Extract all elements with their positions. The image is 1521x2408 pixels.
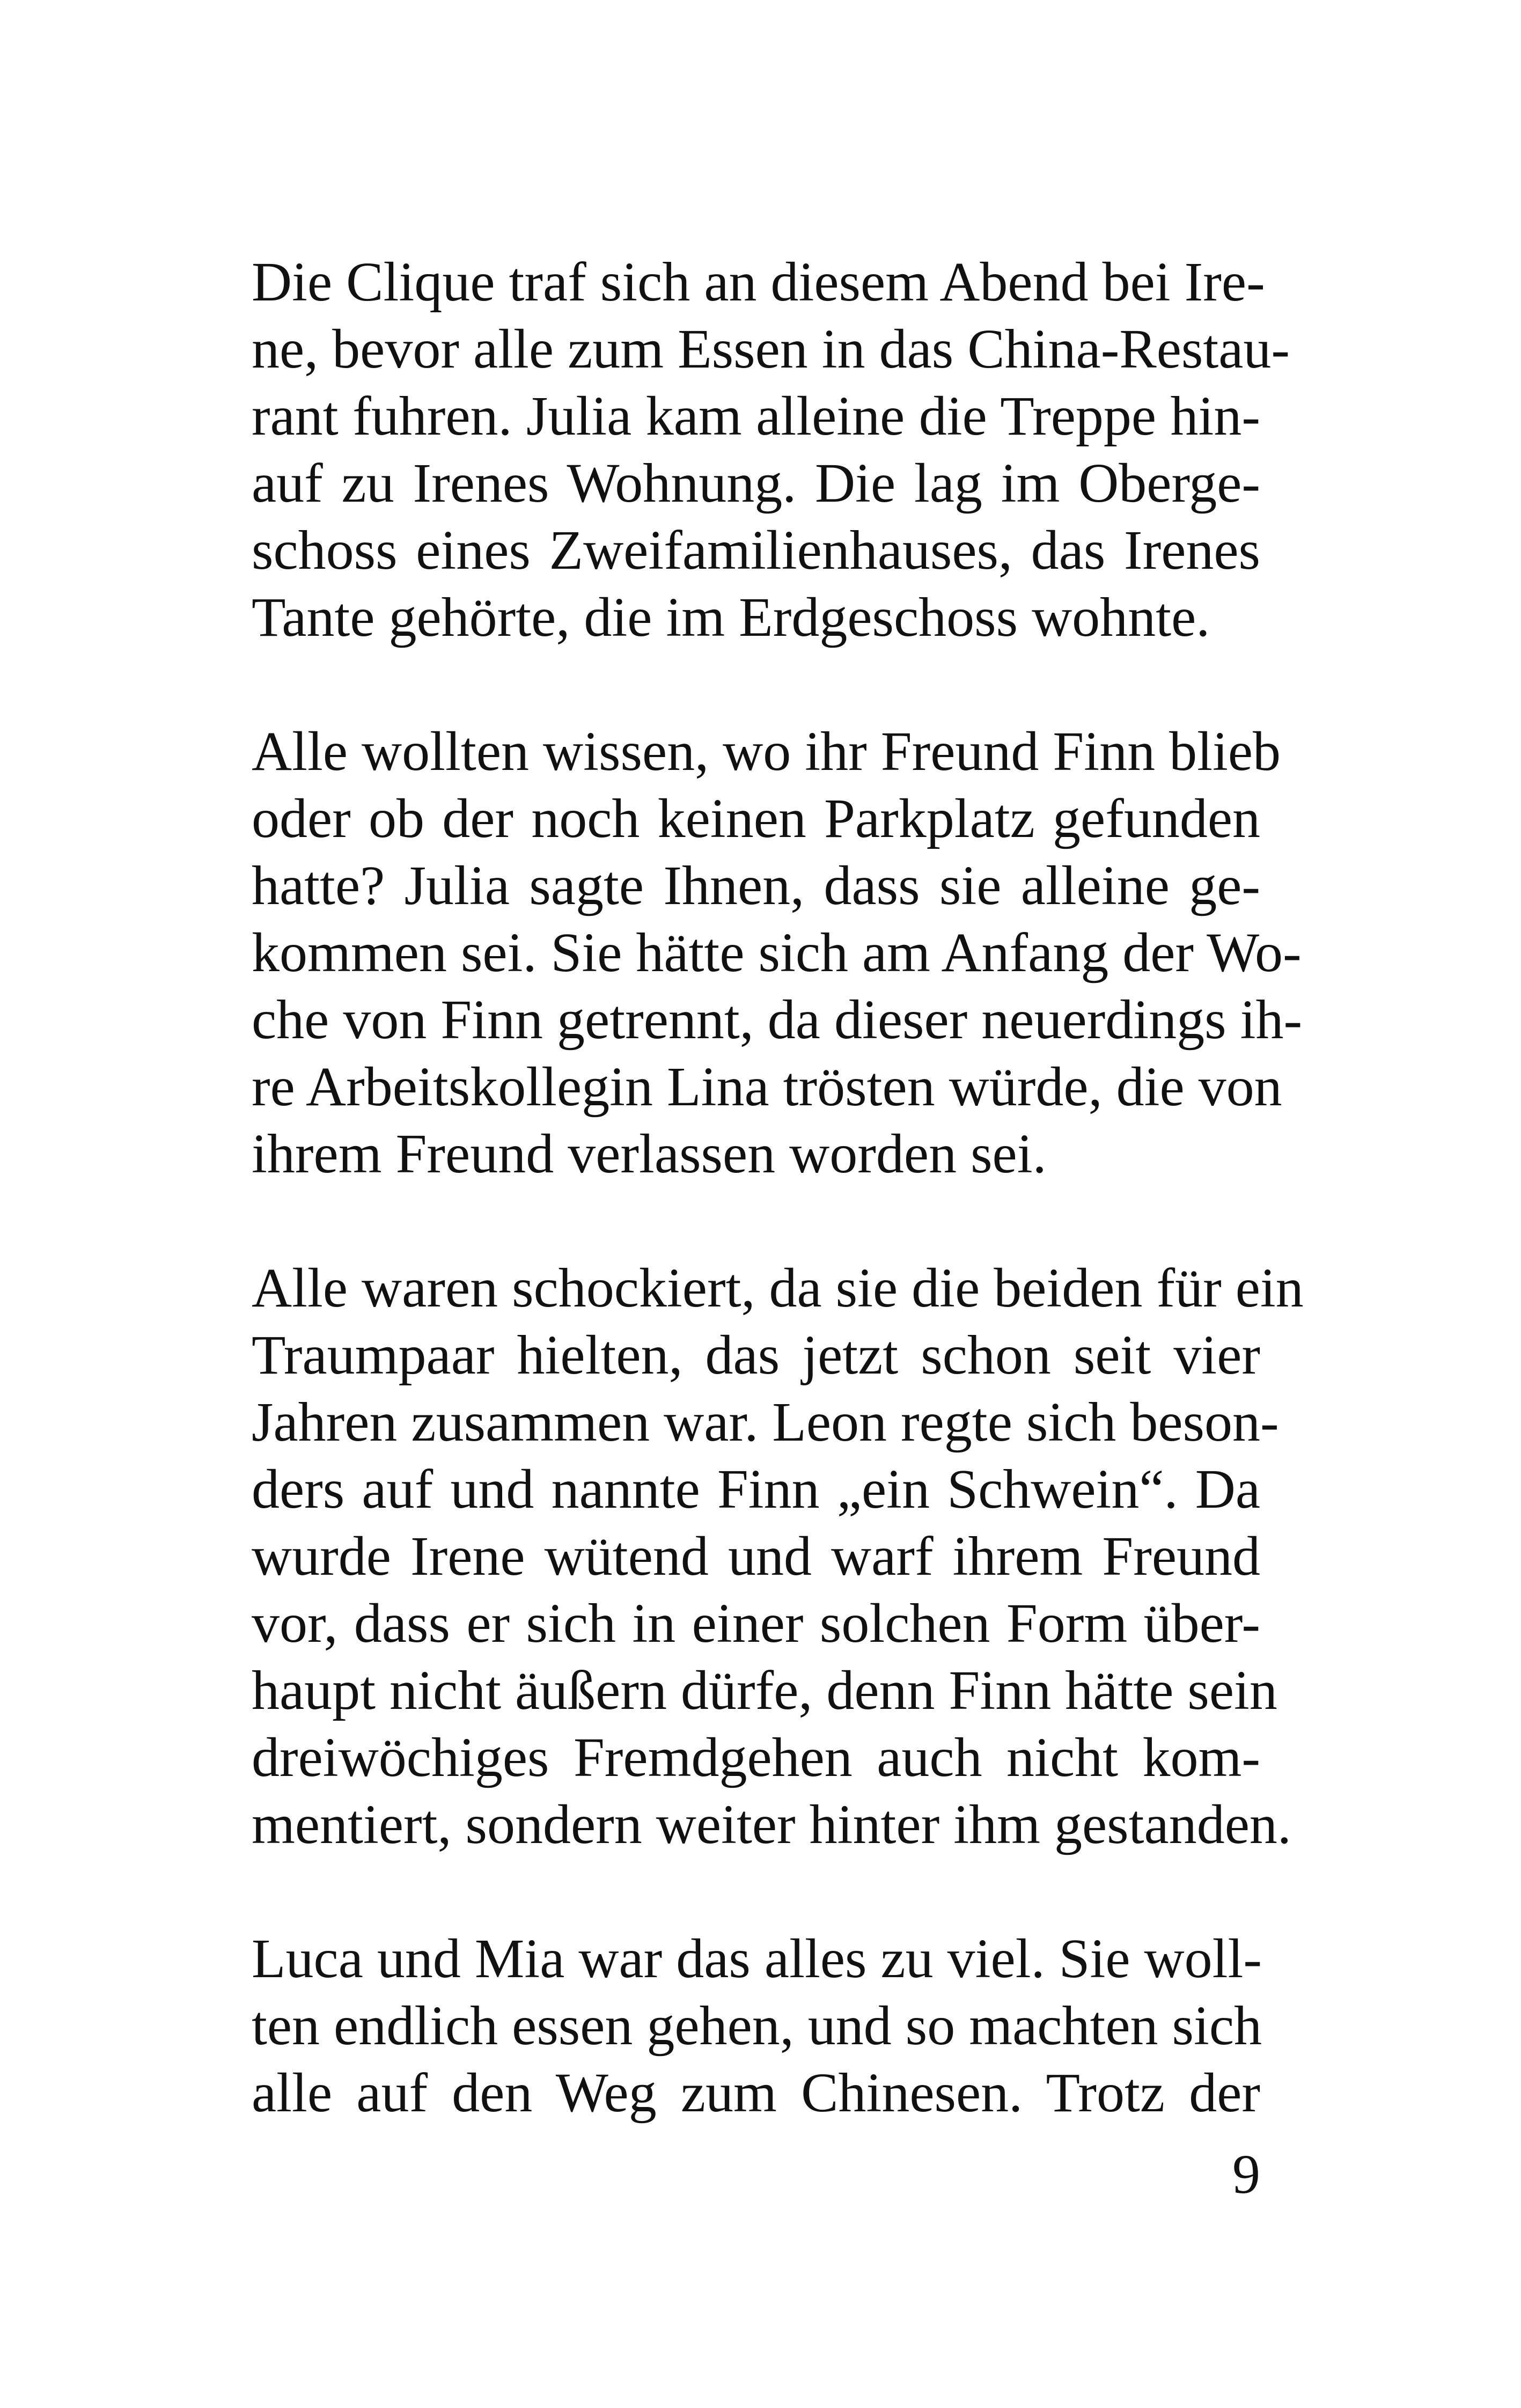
paragraph: [252, 1254, 1304, 1858]
text-line: Traumpaar hielten, das jetzt schon seit vier: [252, 1324, 1260, 1386]
text-line: oder ob der noch keinen Parkplatz gefunden: [252, 788, 1260, 849]
text-line: Die Clique traf sich an diesem Abend bei Ire-: [252, 251, 1265, 313]
paragraph: [252, 1925, 1260, 2126]
text-line: Tante gehörte, die im Erdgeschoss wohnte.: [252, 586, 1210, 648]
paragraph: [252, 248, 1290, 651]
text-line: ne, bevor alle zum Essen in das China-Restau-: [252, 318, 1290, 380]
text-line: wurde Irene wütend und warf ihrem Freund: [252, 1525, 1260, 1587]
page-number: 9: [1232, 2143, 1260, 2205]
text-line: alle auf den Weg zum Chinesen. Trotz der: [252, 2062, 1260, 2124]
text-line: ders auf und nannte Finn „ein Schwein“. Da: [252, 1458, 1260, 1520]
text-line: ten endlich essen gehen, und so machten sich: [252, 1995, 1262, 2057]
text-line: mentiert, sondern weiter hinter ihm gestanden.: [252, 1794, 1291, 1855]
text-line: che von Finn getrennt, da dieser neuerdings ih-: [252, 989, 1303, 1051]
body-text: [252, 248, 1304, 2193]
text-line: re Arbeitskollegin Lina trösten würde, die von: [252, 1056, 1282, 1118]
text-line: Alle waren schockiert, da sie die beiden für ein: [252, 1257, 1304, 1319]
text-line: rant fuhren. Julia kam alleine die Treppe hin-: [252, 385, 1260, 447]
text-line: kommen sei. Sie hätte sich am Anfang der Wo-: [252, 922, 1302, 983]
text-line: auf zu Irenes Wohnung. Die lag im Oberge-: [252, 452, 1260, 514]
text-line: ihrem Freund verlassen worden sei.: [252, 1123, 1047, 1185]
text-line: Jahren zusammen war. Leon regte sich beson-: [252, 1391, 1279, 1453]
text-line: haupt nicht äußern dürfe, denn Finn hätte sein: [252, 1660, 1277, 1721]
paragraph: [252, 718, 1303, 1187]
text-line: Alle wollten wissen, wo ihr Freund Finn blieb: [252, 721, 1281, 782]
text-line: schoss eines Zweifamilienhauses, das Irenes: [252, 519, 1260, 581]
text-line: Luca und Mia war das alles zu viel. Sie woll-: [252, 1928, 1262, 1989]
text-line: hatte? Julia sagte Ihnen, dass sie alleine ge-: [252, 855, 1260, 916]
text-line: vor, dass er sich in einer solchen Form über-: [252, 1592, 1260, 1654]
text-line: dreiwöchiges Fremdgehen auch nicht kom-: [252, 1727, 1260, 1788]
